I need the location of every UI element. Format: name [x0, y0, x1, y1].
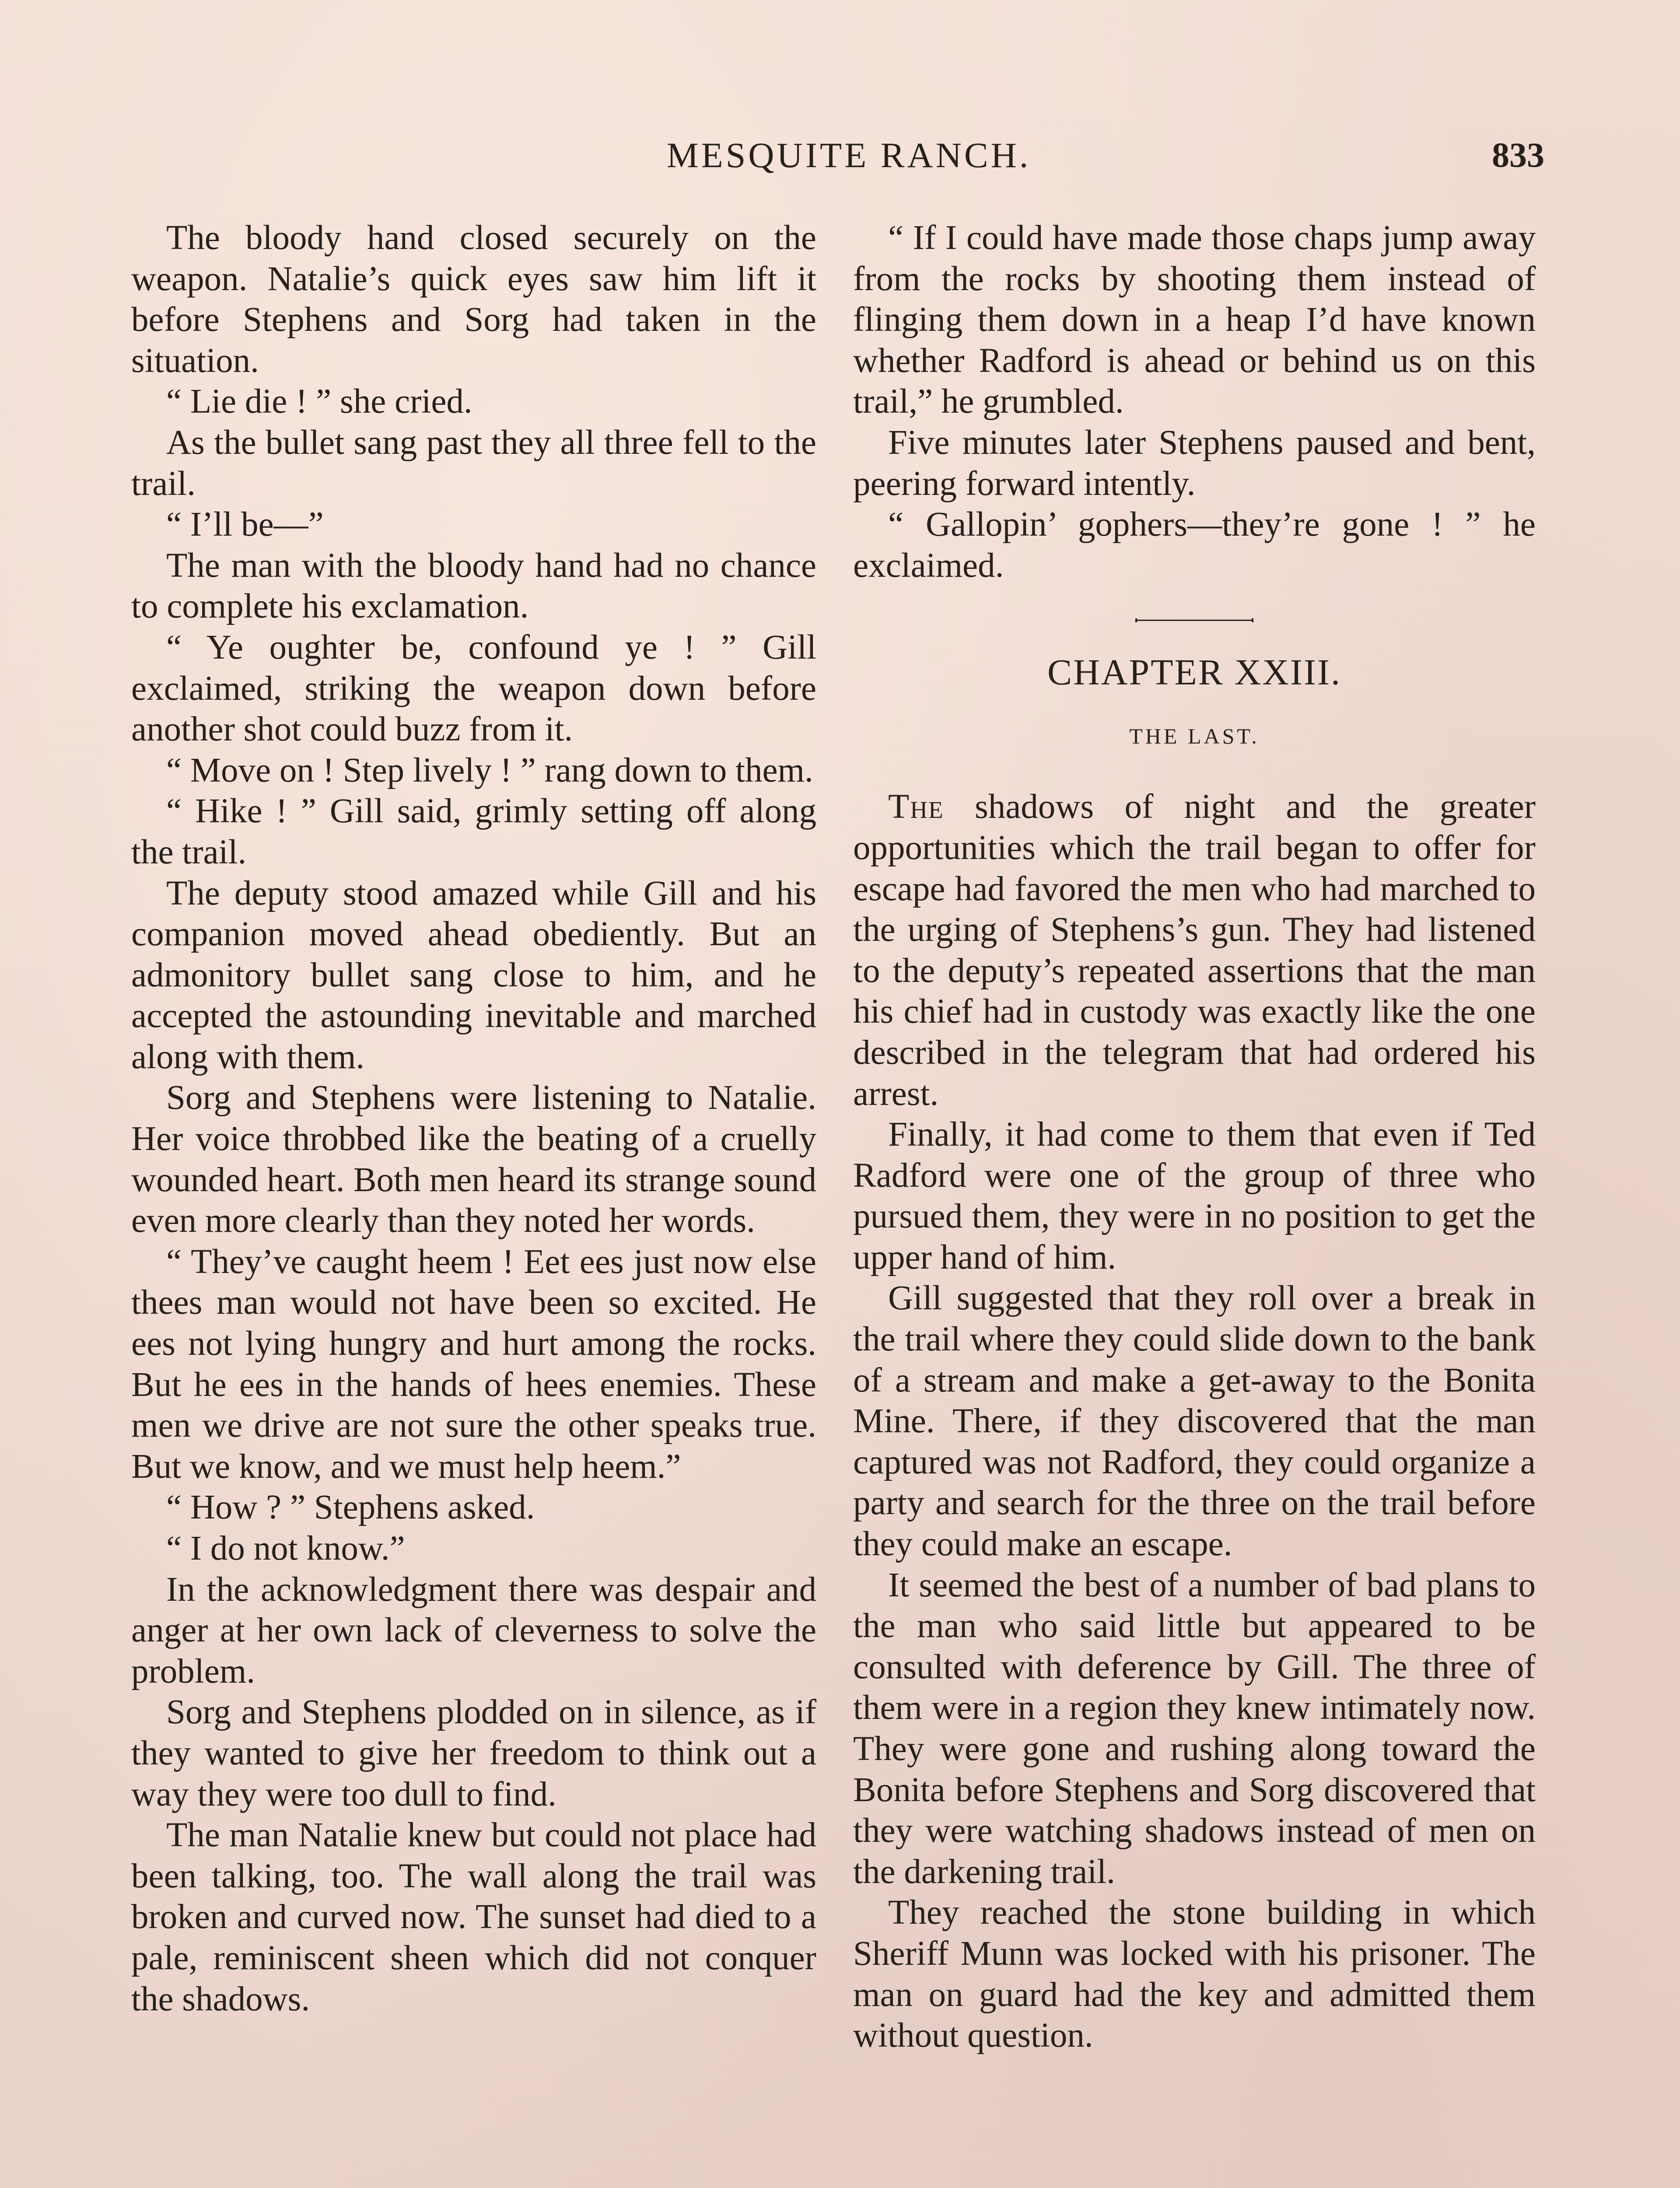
paragraph: “ How ? ” Stephens asked. — [166, 1488, 535, 1527]
chapter-heading: CHAPTER XXIII. — [1047, 652, 1341, 693]
paragraph: The bloody hand closed securely on the weapon. Natalie’s quick eyes saw him lift it before Stephens and Sorg had taken in the situation. — [131, 219, 816, 380]
paragraph: The man with the bloody hand had no chance to complete his exclamation. — [131, 546, 816, 626]
section-divider-rule — [1135, 618, 1253, 622]
paragraph: “ I’ll be—” — [166, 505, 324, 544]
paragraph: “ I do not know.” — [166, 1529, 405, 1567]
paragraph: Five minutes later Stephens paused and bent, peering forward intently. — [853, 423, 1536, 503]
paragraph: Sorg and Stephens were listening to Natalie. Her voice throbbed like the beating of a cruelly wounded heart. Both men heard its strange sound even more clearly than they noted her words. — [131, 1079, 816, 1240]
paragraph: Gill suggested that they roll over a break in the trail where they could slide down to the bank of a stream and make a get-away to the Bonita Mine. There, if they discovered that the man captured was not Radford, they could organize a party and search for the three on the trail before they could make an escape. — [853, 1279, 1536, 1564]
paragraph: “ If I could have made those chaps jump away from the rocks by shooting them instead of flinging them down in a heap I’d have known whether Radford is ahead or behind us on this trail,” he grumbled. — [853, 219, 1536, 421]
left-column — [131, 217, 816, 2020]
paragraph: “ Ye oughter be, confound ye ! ” Gill exclaimed, striking the weapon down before another shot could buzz from it. — [131, 628, 816, 749]
paragraph: “ Lie die ! ” she cried. — [166, 382, 472, 421]
chapter-subtitle: THE LAST. — [1129, 724, 1260, 749]
paragraph: “ They’ve caught heem ! Eet ees just now else thees man would not have been so excited. He ees not lying hungry and hurt among the rocks. But he ees in the hands of hees enemies. These men we drive are not sure the other speaks true. But we know, and we must help heem.” — [131, 1242, 816, 1486]
chapter-opening-text: shadows of night and the greater opportunities which the trail began to offer for escape had favored the men who had marched to the urging of Stephens’s gun. They had listened to the deputy’s repeated assertions that the man his chief had in custody was exactly like the one described in the telegram that had ordered his arrest. — [853, 788, 1536, 1113]
running-title: MESQUITE RANCH. — [666, 135, 1031, 175]
chapter-opening-paragraph — [853, 786, 1536, 1114]
chapter-opening-word: The — [888, 788, 944, 826]
paragraph: “ Hike ! ” Gill said, grimly setting off along the trail. — [131, 792, 816, 871]
right-column — [853, 217, 1536, 2056]
paragraph: “ Gallopin’ gophers—they’re gone ! ” he exclaimed. — [853, 505, 1536, 585]
paragraph: Finally, it had come to them that even if Ted Radford were one of the group of three who pursued them, they were in no position to get the upper hand of him. — [853, 1115, 1536, 1276]
running-header — [0, 131, 1680, 179]
paragraph: The man Natalie knew but could not place had been talking, too. The wall along the trail was broken and curved now. The sunset had died to a pale, reminiscent sheen which did not conquer the shadows. — [131, 1816, 816, 2018]
paragraph: Sorg and Stephens plodded on in silence, as if they wanted to give her freedom to think out a way they were too dull to find. — [131, 1693, 816, 1813]
paragraph: They reached the stone building in which Sheriff Munn was locked with his prisoner. The man on guard had the key and admitted them without question. — [853, 1893, 1536, 2055]
paragraph: As the bullet sang past they all three fell to the trail. — [131, 423, 816, 503]
paragraph: It seemed the best of a number of bad plans to the man who said little but appeared to be consulted with deference by Gill. The three of them were in a region they knew intimately now. They were gone and rushing along toward the Bonita before Stephens and Sorg discovered that they were watching shadows instead of men on the darkening trail. — [853, 1566, 1536, 1891]
page-number: 833 — [1492, 136, 1544, 175]
paragraph: The deputy stood amazed while Gill and his companion moved ahead obediently. But an admonitory bullet sang close to him, and he accepted the astounding inevitable and marched along with them. — [131, 874, 816, 1076]
paragraph: In the acknowledgment there was despair and anger at her own lack of cleverness to solve the problem. — [131, 1570, 816, 1690]
paragraph: “ Move on ! Step lively ! ” rang down to them. — [166, 751, 813, 789]
